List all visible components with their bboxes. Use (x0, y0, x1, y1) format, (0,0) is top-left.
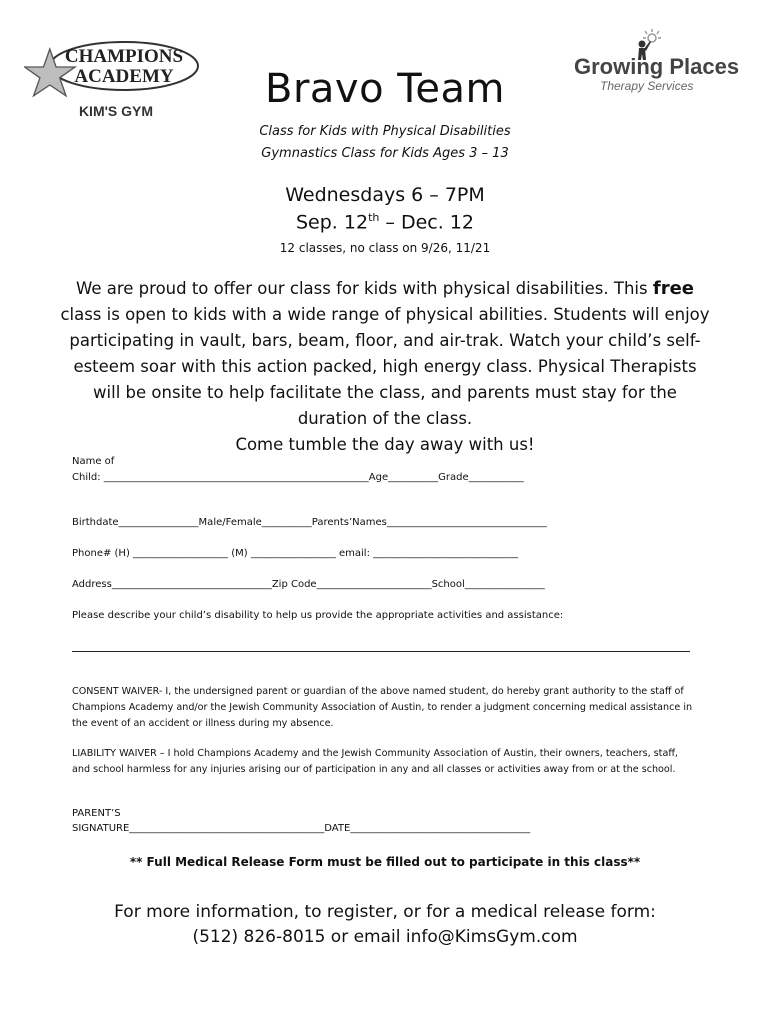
intro-free: free (652, 278, 694, 299)
child-name-field[interactable]: Child: _____________________________________________________Age__________Grade___________ (72, 472, 524, 483)
sun-icon (643, 29, 661, 42)
subtitle-disabilities: Class for Kids with Physical Disabilities (259, 124, 511, 139)
logo-text-academy: ACADEMY (74, 66, 174, 87)
disability-prompt: Please describe your child’s disability to help us provide the appropriate activities and assistance: (72, 610, 564, 621)
parent-label: PARENT’S (72, 808, 121, 819)
subtitle-ages: Gymnastics Class for Kids Ages 3 – 13 (261, 146, 509, 161)
consent-waiver: CONSENT WAIVER- I, the undersigned parent or guardian of the above named student, do hereby grant authority to the staff of Champions Academy and/or the Jewish Community Association of Austin, to render a judgment concerning medical assistance in the event of an accident or illness during my absence. (72, 686, 693, 729)
footer-info-line1: For more information, to register, or for a medical release form: (114, 902, 656, 922)
intro-part1: We are proud to offer our class for kids with physical disabilities. This (76, 279, 648, 298)
schedule-note: 12 classes, no class on 9/26, 11/21 (279, 241, 491, 255)
footer-contact: (512) 826-8015 or email info@KimsGym.com (192, 927, 578, 947)
schedule-dates (0, 211, 770, 233)
liability-waiver: LIABILITY WAIVER – I hold Champions Academy and the Jewish Community Association of Austin, their owners, teachers, staff, and school harmless for any injuries arising our of participation in any and all classes or activities away from or at the school. (72, 748, 678, 775)
address-field[interactable]: Address________________________________Zip Code_______________________School________________ (72, 579, 545, 590)
logo-text-kims-gym: KIM'S GYM (78, 103, 154, 119)
disability-answer-line[interactable] (72, 651, 690, 652)
signature-date-field[interactable]: SIGNATURE_______________________________________DATE____________________________________ (72, 823, 531, 834)
schedule-date-start: Sep. 12 (296, 211, 369, 234)
page-title: Bravo Team (265, 66, 505, 112)
intro-paragraph (60, 276, 710, 458)
logo-text-therapy-services: Therapy Services (600, 79, 694, 93)
medical-release-notice: ** Full Medical Release Form must be filled out to participate in this class** (129, 855, 641, 869)
phone-email-field[interactable]: Phone# (H) ___________________ (M) _________________ email: _____________________________ (72, 548, 519, 559)
name-label: Name of (72, 456, 115, 467)
intro-part2: class is open to kids with a wide range of physical abilities. Students will enjoy participating in vault, bars, beam, floor, and air-trak. Watch your child’s self-esteem soar with this action packed, high energy class. Physical Therapists will be onsite to help facilitate the class, and parents must stay for the duration of the class. (60, 305, 710, 428)
birthdate-field[interactable]: Birthdate________________Male/Female__________Parents’Names________________________________ (72, 517, 547, 528)
schedule-days: Wednesdays 6 – 7PM (285, 184, 485, 206)
logo-text-champions: CHAMPIONS (64, 46, 184, 67)
schedule-date-sup: th (368, 211, 380, 224)
intro-closing: Come tumble the day away with us! (235, 435, 535, 454)
schedule-date-end: – Dec. 12 (379, 211, 474, 234)
logo-text-growing-places: Growing Places (574, 54, 740, 79)
